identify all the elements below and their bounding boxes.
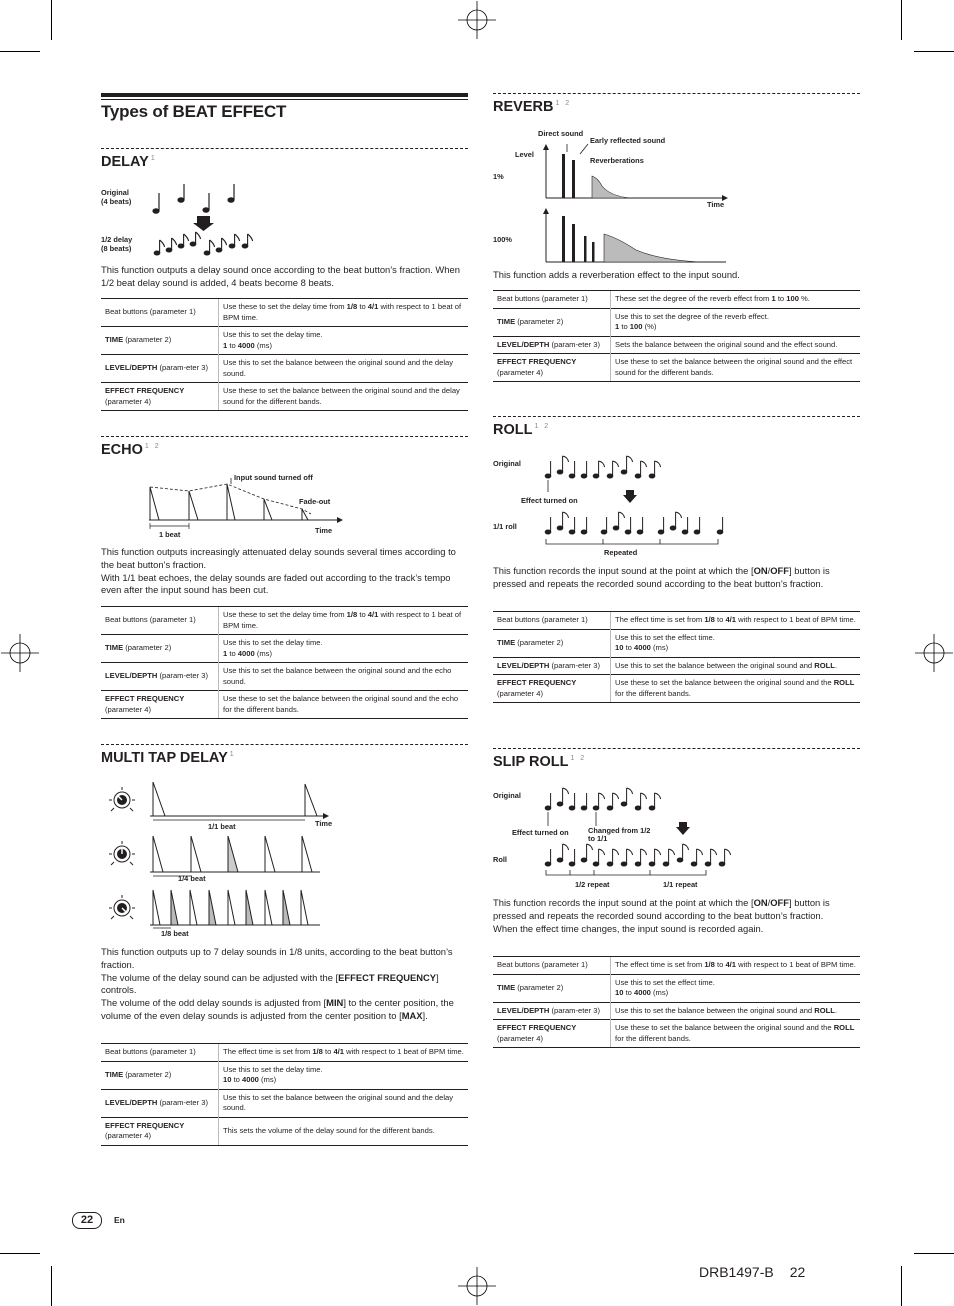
multitap-param-table [101, 1043, 468, 1146]
page-title: Types of BEAT EFFECT [101, 102, 287, 121]
echo-param-table [101, 606, 468, 719]
echo-label-fade: Fade-out [299, 497, 331, 506]
reverb-label-time: Time [707, 200, 725, 209]
eighth-note-icon [670, 512, 681, 530]
registration-mark-icon [458, 1, 496, 39]
eighth-note-icon [581, 844, 592, 862]
table-row: LEVEL/DEPTH (param-eter 3) Use this to set the balance between the original sound and the delay sound. [101, 355, 468, 383]
title-rule-thin [101, 99, 468, 100]
echo-label-beat: 1 beat [159, 530, 181, 539]
crop-mark [0, 51, 40, 52]
eighth-note-icon [649, 793, 660, 810]
knob-icon [109, 895, 135, 919]
table-row: LEVEL/DEPTH (param-eter 3) Use this to set the balance between the original sound and the echo sound. [101, 663, 468, 691]
eighth-note-icon [691, 849, 702, 866]
crop-mark [51, 1266, 52, 1306]
eighth-note-icon [593, 793, 604, 810]
table-row: EFFECT FREQUENCY (parameter 4) Use these to set the balance between the original sound and the effect sound for the different bands. [493, 354, 860, 382]
reverb-label-direct: Direct sound [538, 129, 584, 138]
reverb-label-100pct: 100% [493, 235, 512, 244]
sliproll-label-12: 1/2 repeat [575, 880, 610, 889]
page-language: En [114, 1215, 125, 1225]
table-row: TIME (parameter 2) Use this to set the effect time. 10 to 4000 (ms) [493, 974, 860, 1002]
reverb-param-table [493, 290, 860, 382]
crop-mark [0, 1253, 40, 1254]
section-title-delay: DELAY $^1$ [101, 154, 157, 170]
page-number-badge: 22 [72, 1212, 102, 1229]
quarter-note-icon [203, 193, 209, 212]
reverb-figure [540, 138, 730, 266]
eighth-note-icon [593, 461, 604, 478]
eighth-note-icon [635, 849, 646, 866]
roll-figure [540, 450, 735, 550]
quarter-note-icon [153, 193, 159, 213]
table-row: Beat buttons (parameter 1) The effect time is set from 1/8 to 4/1 with respect to 1 beat of BPM time. [493, 612, 860, 630]
eighth-note-icon [557, 788, 568, 806]
delay-notes-figure [150, 180, 270, 260]
quarter-note-icon [581, 461, 587, 478]
eighth-note-icon [216, 238, 226, 252]
quarter-note-icon [637, 517, 643, 534]
quarter-note-icon [581, 517, 587, 534]
registration-mark-icon [1, 634, 39, 672]
echo-description: This function outputs increasingly attenuated delay sounds several times according to the beat button’s fraction. With 1/1 beat echoes, the delay sounds are faded out according to the track’s tempo even after the input sound has been cut. [101, 546, 456, 596]
quarter-note-icon [569, 517, 575, 534]
quarter-note-icon [569, 793, 575, 810]
eighth-note-icon [663, 849, 674, 866]
quarter-note-icon [601, 517, 607, 534]
section-title-multitap: MULTI TAP DELAY $^1$ [101, 750, 236, 766]
sliproll-figure [540, 782, 735, 882]
section-divider [493, 748, 860, 749]
sliproll-description: This function records the input sound at the point at which the [ON/OFF] button is pressed and repeats the recorded sound according to the beat button’s fraction. When the effect time changes, the input sound is recorded again. [493, 897, 830, 934]
roll-label-effect-on: Effect turned on [521, 496, 578, 505]
quarter-note-icon [228, 184, 234, 202]
eighth-note-icon [649, 849, 660, 866]
table-row: LEVEL/DEPTH (param-eter 3) Sets the balance between the original sound and the effect sound. [493, 336, 860, 354]
reverb-description: This function adds a reverberation effect to the input sound. [493, 269, 740, 280]
eighth-note-icon [607, 461, 618, 478]
section-divider [101, 744, 468, 745]
sliproll-label-effect-on: Effect turned on [512, 828, 569, 837]
quarter-note-icon [581, 793, 587, 810]
table-row: LEVEL/DEPTH (param-eter 3) Use this to set the balance between the original sound and the delay sound. [101, 1089, 468, 1117]
delay-label-original: Original (4 beats) [101, 188, 132, 206]
eighth-note-icon [557, 456, 568, 474]
table-row: EFFECT FREQUENCY (parameter 4) Use these to set the balance between the original sound and the delay sound for the different bands. [101, 383, 468, 411]
quarter-note-icon [545, 461, 551, 478]
table-row: TIME (parameter 2) Use this to set the delay time. 1 to 4000 (ms) [101, 327, 468, 355]
crop-mark [901, 0, 902, 40]
table-row: Beat buttons (parameter 1) The effect time is set from 1/8 to 4/1 with respect to 1 beat of BPM time. [101, 1044, 468, 1062]
reverb-label-early: Early reflected sound [590, 136, 666, 145]
roll-label-11: 1/1 roll [493, 522, 517, 531]
table-row: LEVEL/DEPTH (param-eter 3) Use this to set the balance between the original sound and ROLL. [493, 1002, 860, 1020]
roll-label-original: Original [493, 459, 521, 468]
section-title-reverb: REVERB $^{1 2}$ [493, 99, 572, 115]
eighth-note-icon [677, 844, 688, 862]
sliproll-label-roll: Roll [493, 855, 507, 864]
quarter-note-icon [694, 517, 700, 534]
multitap-label-b1: 1/1 beat [208, 822, 236, 831]
registration-mark-icon [458, 1267, 496, 1305]
table-row: EFFECT FREQUENCY (parameter 4) Use these to set the balance between the original sound and the echo for the different bands. [101, 691, 468, 719]
eighth-note-icon [229, 234, 239, 248]
sliproll-label-changed: Changed from 1/2 to 1/1 [588, 826, 651, 843]
crop-mark [914, 51, 954, 52]
table-row: EFFECT FREQUENCY (parameter 4) This sets the volume of the delay sound for the different bands. [101, 1117, 468, 1145]
title-rule [101, 93, 468, 97]
eighth-note-icon [621, 849, 632, 866]
quarter-note-icon [569, 849, 575, 866]
section-divider [493, 416, 860, 417]
table-row: Beat buttons (parameter 1) Use these to set the delay time from 1/8 to 4/1 with respect to 1 beat of BPM time. [101, 299, 468, 327]
multitap-label-b4: 1/4 beat [178, 874, 206, 883]
table-row: Beat buttons (parameter 1) The effect time is set from 1/8 to 4/1 with respect to 1 beat of BPM time. [493, 957, 860, 975]
reverb-label-level: Level [515, 150, 534, 159]
sliproll-label-original: Original [493, 791, 521, 800]
table-row: EFFECT FREQUENCY (parameter 4) Use these to set the balance between the original sound and the ROLL for the different bands. [493, 675, 860, 703]
eighth-note-icon [649, 461, 660, 478]
eighth-note-icon [204, 240, 214, 255]
table-row: LEVEL/DEPTH (param-eter 3) Use this to set the balance between the original sound and ROLL. [493, 657, 860, 675]
multitap-description: This function outputs up to 7 delay sounds in 1/8 units, according to the beat button’s fraction. The volume of the delay sound can be adjusted with the [EFFECT FREQUENCY] controls. The volume of the odd delay sounds is adjusted from [MIN] to the center position, the volume of the even delay sounds is adjusted from the center position to [MAX]. [101, 946, 454, 1021]
echo-label-input-off: Input sound turned off [234, 473, 313, 482]
multitap-figure [105, 776, 335, 942]
section-title-echo: ECHO $^{1 2}$ [101, 442, 161, 458]
down-arrow-icon [676, 822, 690, 835]
eighth-note-icon [719, 849, 730, 866]
roll-description: This function records the input sound at the point at which the [ON/OFF] button is pressed and repeats the recorded sound according to the beat button’s fraction. [493, 565, 830, 589]
echo-label-time: Time [315, 526, 333, 535]
reverb-label-reverb: Reverberations [590, 156, 644, 165]
eighth-note-icon [635, 793, 646, 810]
crop-mark [914, 1253, 954, 1254]
down-arrow-icon [623, 490, 637, 503]
eighth-note-icon [178, 234, 188, 248]
eighth-note-icon [557, 512, 568, 530]
eighth-note-icon [705, 849, 716, 866]
table-row: TIME (parameter 2) Use this to set the delay time. 1 to 4000 (ms) [101, 635, 468, 663]
crop-mark [51, 0, 52, 40]
knob-icon [109, 787, 135, 811]
quarter-note-icon [625, 517, 631, 534]
eighth-note-icon [607, 849, 618, 866]
quarter-note-icon [545, 793, 551, 810]
table-row: Beat buttons (parameter 1) These set the degree of the reverb effect from 1 to 100 %. [493, 291, 860, 309]
eighth-note-icon [607, 793, 618, 810]
table-row: EFFECT FREQUENCY (parameter 4) Use these to set the balance between the original sound and the ROLL for the different bands. [493, 1020, 860, 1048]
table-row: TIME (parameter 2) Use this to set the effect time. 10 to 4000 (ms) [493, 629, 860, 657]
document-code: DRB1497-B 22 [699, 1264, 806, 1280]
delay-label-half: 1/2 delay (8 beats) [101, 235, 133, 253]
multitap-label-b8: 1/8 beat [161, 929, 189, 938]
eighth-note-icon [242, 234, 252, 248]
eighth-note-icon [166, 238, 176, 252]
crop-mark [901, 1266, 902, 1306]
section-divider [101, 436, 468, 437]
table-cell: Use these to set the delay time from 1/8 to 4/1 with respect to 1 beat of BPM time. [219, 299, 469, 327]
table-row: TIME (parameter 2) Use this to set the degree of the reverb effect. 1 to 100 (%) [493, 308, 860, 336]
eighth-note-icon [635, 461, 646, 478]
eighth-note-icon [613, 512, 624, 530]
quarter-note-icon [717, 517, 723, 534]
quarter-note-icon [682, 517, 688, 534]
quarter-note-icon [658, 517, 664, 534]
registration-mark-icon [915, 634, 953, 672]
eighth-note-icon [593, 849, 604, 866]
down-arrow-icon [193, 216, 214, 231]
section-divider [101, 148, 468, 149]
multitap-label-time: Time [315, 819, 333, 828]
section-divider [493, 93, 860, 94]
table-row: Beat buttons (parameter 1) Use these to set the delay time from 1/8 to 4/1 with respect to 1 beat of BPM time. [101, 607, 468, 635]
quarter-note-icon [545, 517, 551, 534]
reverb-label-1pct: 1% [493, 172, 504, 181]
eighth-note-icon [557, 844, 568, 862]
delay-description: This function outputs a delay sound once according to the beat button’s fraction. When 1/2 beat delay sound is added, 4 beats become 8 beats. [101, 264, 460, 288]
eighth-note-icon [154, 240, 164, 255]
eighth-note-icon [621, 456, 632, 474]
sliproll-param-table [493, 956, 860, 1048]
section-title-roll: ROLL $^{1 2}$ [493, 422, 551, 438]
eighth-note-icon [621, 788, 632, 806]
table-row: TIME (parameter 2) Use this to set the delay time. 10 to 4000 (ms) [101, 1061, 468, 1089]
section-title-sliproll: SLIP ROLL $^{1 2}$ [493, 754, 587, 770]
quarter-note-icon [178, 184, 184, 202]
delay-param-table [101, 298, 468, 411]
quarter-note-icon [545, 849, 551, 866]
eighth-note-icon [190, 232, 200, 246]
quarter-note-icon [569, 461, 575, 478]
roll-param-table [493, 611, 860, 703]
roll-label-repeated: Repeated [604, 548, 638, 557]
knob-icon [109, 841, 135, 865]
sliproll-label-11: 1/1 repeat [663, 880, 698, 889]
